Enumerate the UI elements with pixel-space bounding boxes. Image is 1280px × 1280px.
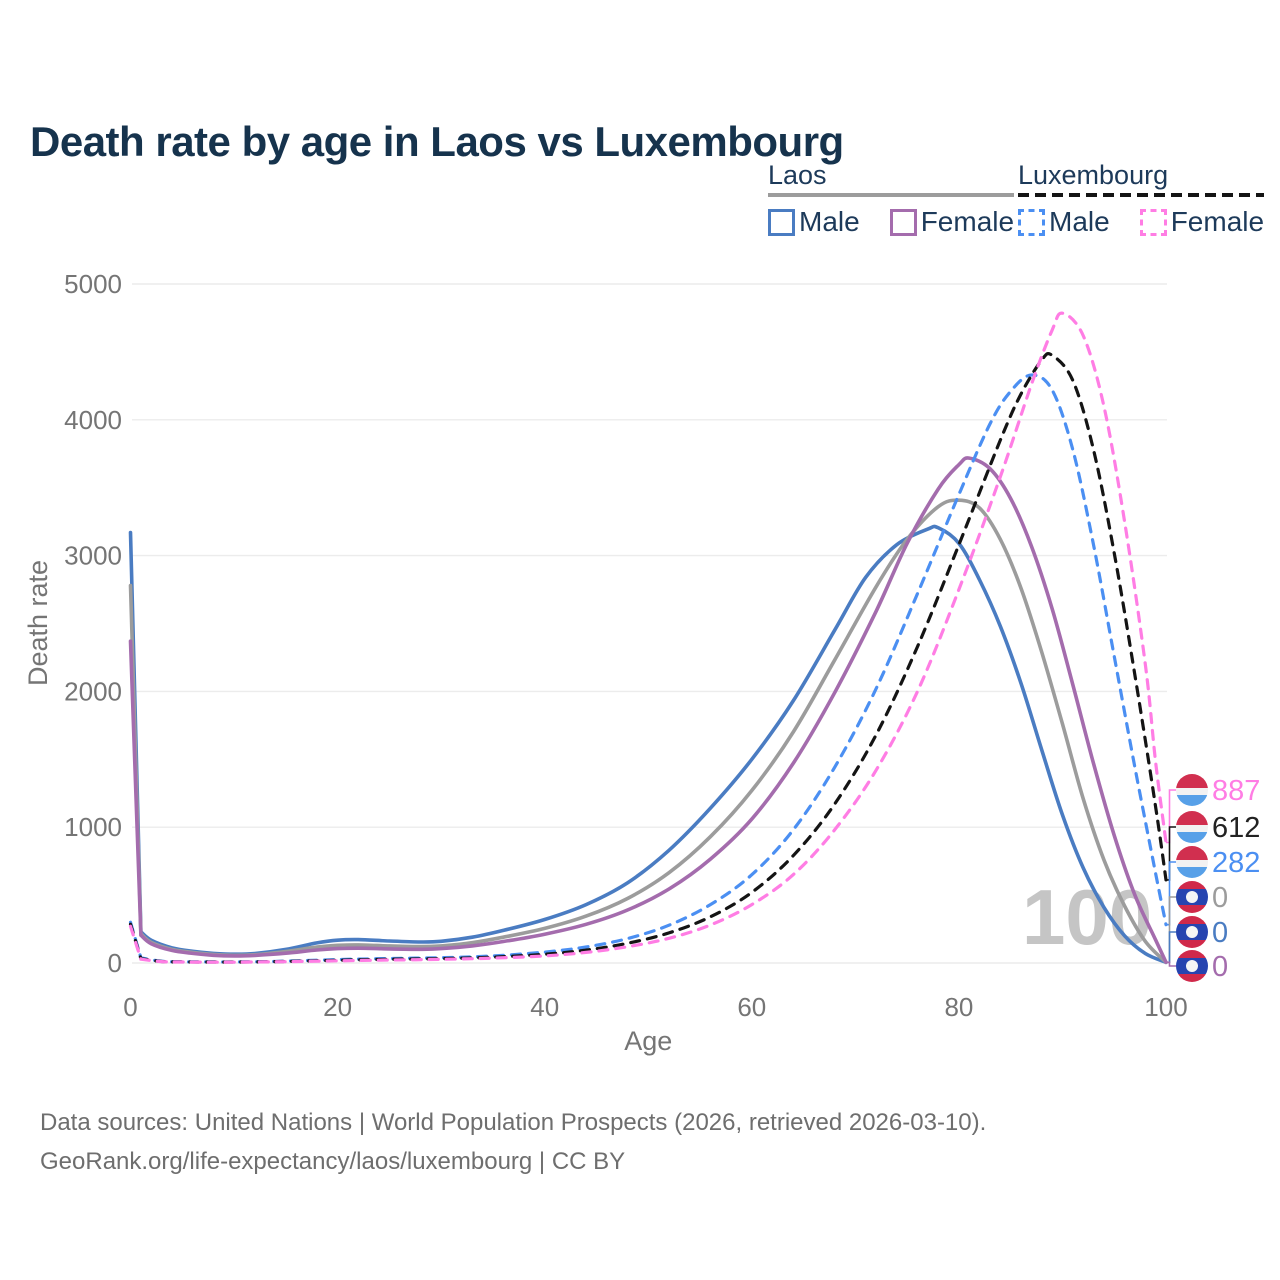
laos-flag-icon bbox=[1176, 950, 1208, 982]
x-tick-label-60: 60 bbox=[737, 992, 767, 1022]
series-line-lux-female[interactable] bbox=[131, 313, 1167, 962]
y-axis-title: Death rate bbox=[23, 559, 53, 687]
legend-item-luxembourg-male-label: Male bbox=[1049, 206, 1110, 237]
legend-group-luxembourg-label[interactable]: Luxembourg bbox=[1018, 160, 1169, 190]
page-title: Death rate by age in Laos vs Luxembourg bbox=[30, 118, 844, 166]
callout-value-lux-male: 282 bbox=[1212, 847, 1261, 879]
luxembourg-flag-icon bbox=[1176, 846, 1208, 878]
laos-flag-icon bbox=[1176, 916, 1208, 948]
x-tick-label-80: 80 bbox=[944, 992, 974, 1022]
footer-attribution-link: GeoRank.org/life-expectancy/laos/luxembourg | CC BY bbox=[40, 1148, 626, 1175]
footer bbox=[40, 1103, 986, 1181]
callout-connector-laos-both bbox=[1166, 897, 1176, 962]
x-tick-label-100: 100 bbox=[1144, 992, 1188, 1022]
footer-data-sources: Data sources: United Nations | World Population Prospects (2026, retrieved 2026-03-10). bbox=[40, 1109, 987, 1136]
y-tick-label-2000: 2000 bbox=[64, 676, 122, 707]
legend-item-laos-female-label: Female bbox=[920, 206, 1015, 237]
legend-item-luxembourg-female-label: Female bbox=[1170, 206, 1265, 237]
callout-value-laos-male: 0 bbox=[1212, 917, 1229, 949]
y-tick-label-5000: 5000 bbox=[64, 269, 122, 299]
callout-connector-lux-female bbox=[1166, 790, 1176, 843]
callout-connector-lux-both bbox=[1166, 827, 1176, 880]
hover-age-watermark: 100 bbox=[1022, 873, 1153, 961]
series-line-laos-both[interactable] bbox=[131, 500, 1167, 962]
callout-value-laos-female: 0 bbox=[1212, 951, 1229, 983]
y-tick-label-0: 0 bbox=[107, 948, 122, 978]
luxembourg-flag-icon bbox=[1176, 774, 1208, 806]
luxembourg-flag-icon bbox=[1176, 811, 1208, 843]
x-tick-label-20: 20 bbox=[323, 992, 353, 1022]
series-line-lux-male[interactable] bbox=[131, 375, 1167, 962]
y-tick-label-1000: 1000 bbox=[64, 812, 122, 843]
y-tick-label-4000: 4000 bbox=[64, 404, 122, 435]
callout-value-laos-both: 0 bbox=[1212, 882, 1229, 914]
series-line-laos-male[interactable] bbox=[131, 526, 1167, 962]
legend-group-laos-label[interactable]: Laos bbox=[768, 160, 827, 190]
x-axis-title: Age bbox=[624, 1026, 673, 1056]
x-tick-label-40: 40 bbox=[530, 992, 560, 1022]
laos-flag-icon bbox=[1176, 881, 1208, 913]
callout-connector-laos-male bbox=[1166, 932, 1176, 962]
x-tick-label-0: 0 bbox=[123, 992, 138, 1022]
callout-value-lux-female: 887 bbox=[1212, 775, 1261, 807]
y-tick-label-3000: 3000 bbox=[64, 540, 122, 571]
callout-connector-lux-male bbox=[1166, 862, 1176, 925]
callout-connector-laos-female bbox=[1166, 962, 1176, 966]
callout-value-lux-both: 612 bbox=[1212, 812, 1261, 844]
legend-item-laos-male-label: Male bbox=[799, 206, 860, 237]
